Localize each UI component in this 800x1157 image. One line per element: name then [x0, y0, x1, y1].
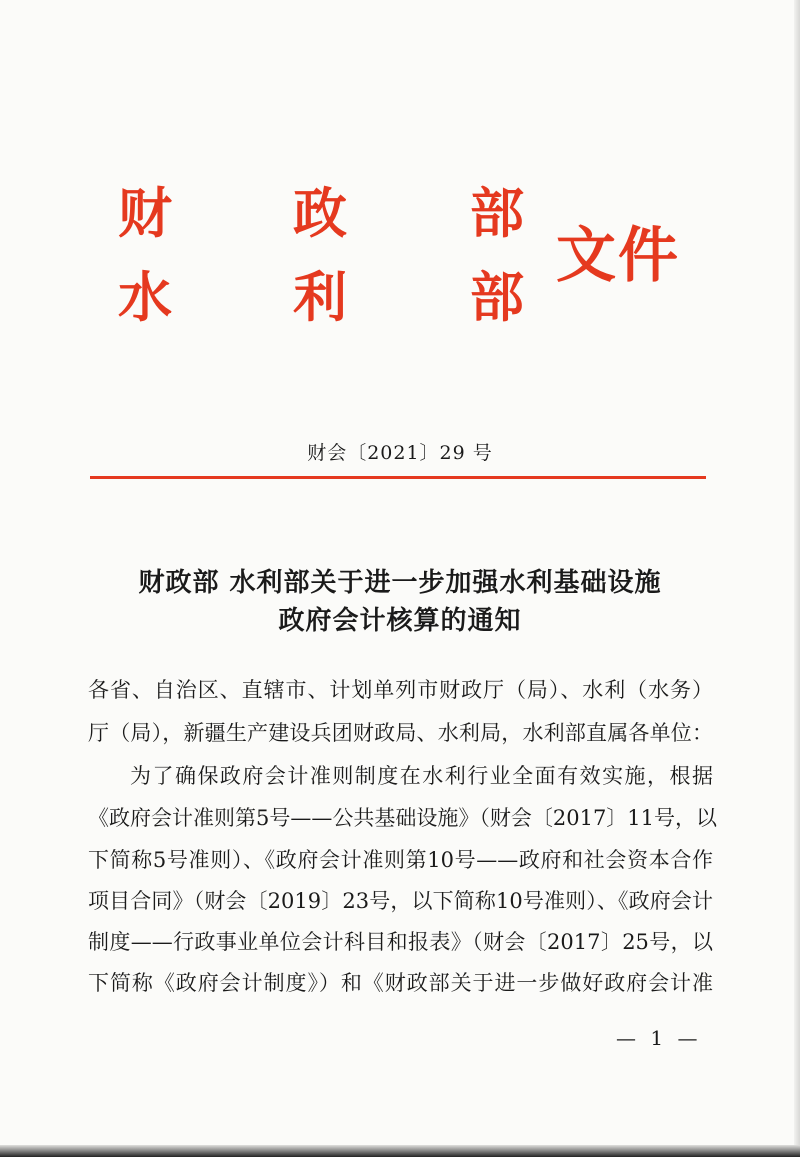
body-line: 各省、自治区、直辖市、计划单列市财政厅（局）、水利（水务） — [88, 678, 713, 702]
body-line: 《政府会计准则第5号——公共基础设施》（财会〔2017〕11号，以 — [88, 806, 718, 830]
body-line: 项目合同》（财会〔2019〕23号，以下简称10号准则）、《政府会计 — [88, 889, 713, 913]
body-line: 厅（局），新疆生产建设兵团财政局、水利局，水利部直属各单位： — [88, 721, 713, 745]
document-number: 财会〔2021〕29 号 — [307, 442, 493, 464]
body-line: 下简称《政府会计制度》）和《财政部关于进一步做好政府会计准 — [88, 971, 713, 995]
body-line: 为了确保政府会计准则制度在水利行业全面有效实施，根据 — [130, 764, 713, 788]
issuer-char: 部 — [470, 181, 524, 245]
page-number: — 1 — — [616, 1026, 702, 1050]
issuer-char: 政 — [293, 181, 347, 245]
scan-edge-bottom — [0, 1145, 800, 1157]
document-type: 文件 — [556, 221, 680, 291]
issuer-char: 水 — [118, 265, 172, 329]
issuer-char: 财 — [118, 181, 172, 245]
body-line: 下简称5号准则）、《政府会计准则第10号——政府和社会资本合作 — [88, 848, 713, 872]
issuer-char: 部 — [470, 265, 524, 329]
issuer-char: 利 — [293, 265, 347, 329]
red-divider — [90, 476, 706, 479]
document-title-line1: 财政部 水利部关于进一步加强水利基础设施 — [138, 568, 662, 598]
document-title-line2: 政府会计核算的通知 — [278, 606, 522, 636]
body-line: 制度——行政事业单位会计科目和报表》（财会〔2017〕25号，以 — [88, 930, 713, 954]
